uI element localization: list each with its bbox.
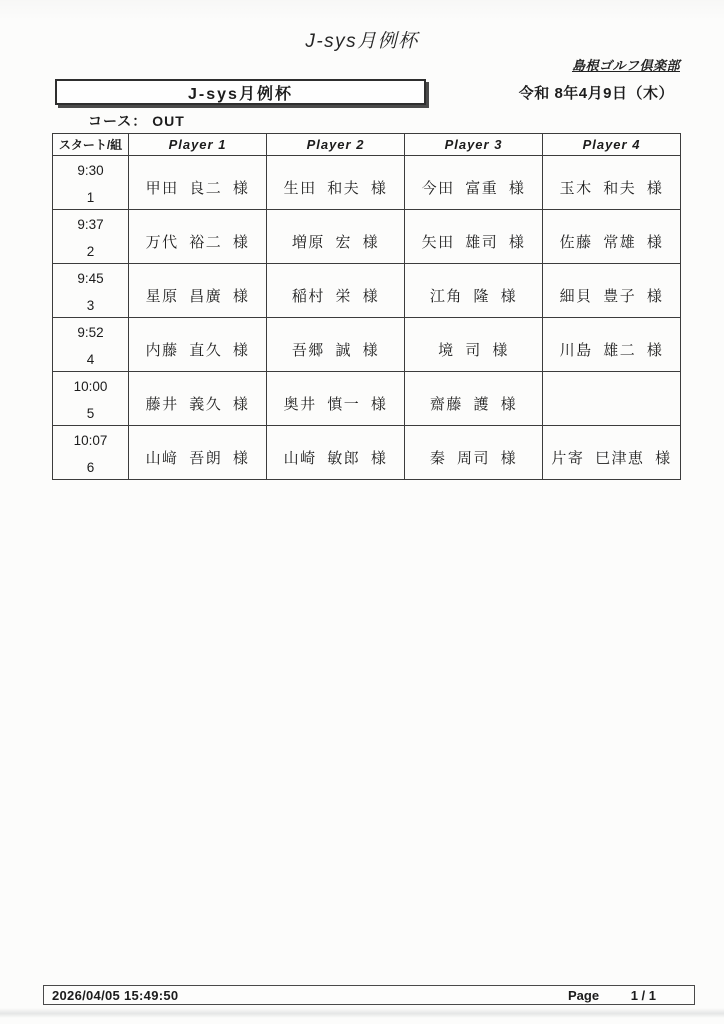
header-player-4: Player 4 xyxy=(543,134,681,156)
start-cell xyxy=(53,318,129,372)
header-player-3: Player 3 xyxy=(405,134,543,156)
table-header-row xyxy=(53,134,681,156)
event-title-box xyxy=(55,79,426,105)
header-start-group: スタート/組 xyxy=(53,134,129,156)
table-row-group-2 xyxy=(53,210,681,264)
player-name-cell: 甲田 良二 様 xyxy=(129,156,267,210)
player-name-cell: 秦 周司 様 xyxy=(405,426,543,480)
start-time: 10:00 xyxy=(73,378,108,394)
player-name-cell: 星原 昌廣 様 xyxy=(129,264,267,318)
player-name-cell: 稲村 栄 様 xyxy=(267,264,405,318)
player-name-cell: 齋藤 護 様 xyxy=(405,372,543,426)
print-timestamp: 2026/04/05 15:49:50 xyxy=(52,987,179,1003)
group-number: 2 xyxy=(86,243,95,259)
player-name-cell: 川島 雄二 様 xyxy=(543,318,681,372)
start-cell xyxy=(53,426,129,480)
start-cell xyxy=(53,210,129,264)
club-name: 島根ゴルフ倶楽部 xyxy=(571,58,680,73)
table-row-group-5 xyxy=(53,372,681,426)
group-number: 1 xyxy=(86,189,95,205)
event-title: J-sys月例杯 xyxy=(188,85,293,103)
player-name-cell: 今田 富重 様 xyxy=(405,156,543,210)
start-time: 9:45 xyxy=(77,270,104,286)
start-cell xyxy=(53,156,129,210)
player-name-cell: 細貝 豊子 様 xyxy=(543,264,681,318)
tee-sheet-table xyxy=(52,133,681,480)
document-title: J-sys月例杯 xyxy=(305,31,419,52)
start-time: 9:30 xyxy=(77,162,104,178)
page-label: Page xyxy=(568,987,600,1003)
group-number: 6 xyxy=(86,459,95,475)
player-name-cell: 玉木 和夫 様 xyxy=(543,156,681,210)
scan-edge-artifact xyxy=(0,1008,724,1018)
header-player-1: Player 1 xyxy=(129,134,267,156)
player-name-cell: 矢田 雄司 様 xyxy=(405,210,543,264)
player-name-cell: 山﨑 吾朗 様 xyxy=(129,426,267,480)
course-label: コース： OUT xyxy=(88,113,185,129)
table-row-group-1 xyxy=(53,156,681,210)
start-cell xyxy=(53,264,129,318)
page-number: 1 / 1 xyxy=(630,987,656,1003)
group-number: 5 xyxy=(86,405,95,421)
player-name-cell: 江角 隆 様 xyxy=(405,264,543,318)
group-number: 4 xyxy=(86,351,95,367)
table-row-group-3 xyxy=(53,264,681,318)
group-number: 3 xyxy=(86,297,95,313)
start-cell xyxy=(53,372,129,426)
player-name-cell: 生田 和夫 様 xyxy=(267,156,405,210)
player-name-cell: 内藤 直久 様 xyxy=(129,318,267,372)
player-name-cell: 奥井 慎一 様 xyxy=(267,372,405,426)
table-row-group-4 xyxy=(53,318,681,372)
player-name-cell: 増原 宏 様 xyxy=(267,210,405,264)
footer-bar xyxy=(43,985,695,1005)
player-name-cell: 吾郷 誠 様 xyxy=(267,318,405,372)
start-time: 10:07 xyxy=(73,432,108,448)
page-indicator xyxy=(568,988,656,1003)
start-time: 9:52 xyxy=(77,324,104,340)
player-name-cell xyxy=(543,372,681,426)
player-name-cell: 片寄 巳津恵 様 xyxy=(543,426,681,480)
event-date: 令和 8年4月9日（木） xyxy=(518,85,674,102)
player-name-cell: 山崎 敏郎 様 xyxy=(267,426,405,480)
start-time: 9:37 xyxy=(77,216,104,232)
player-name-cell: 藤井 義久 様 xyxy=(129,372,267,426)
player-name-cell: 佐藤 常雄 様 xyxy=(543,210,681,264)
table-row-group-6 xyxy=(53,426,681,480)
player-name-cell: 境 司 様 xyxy=(405,318,543,372)
player-name-cell: 万代 裕二 様 xyxy=(129,210,267,264)
header-player-2: Player 2 xyxy=(267,134,405,156)
